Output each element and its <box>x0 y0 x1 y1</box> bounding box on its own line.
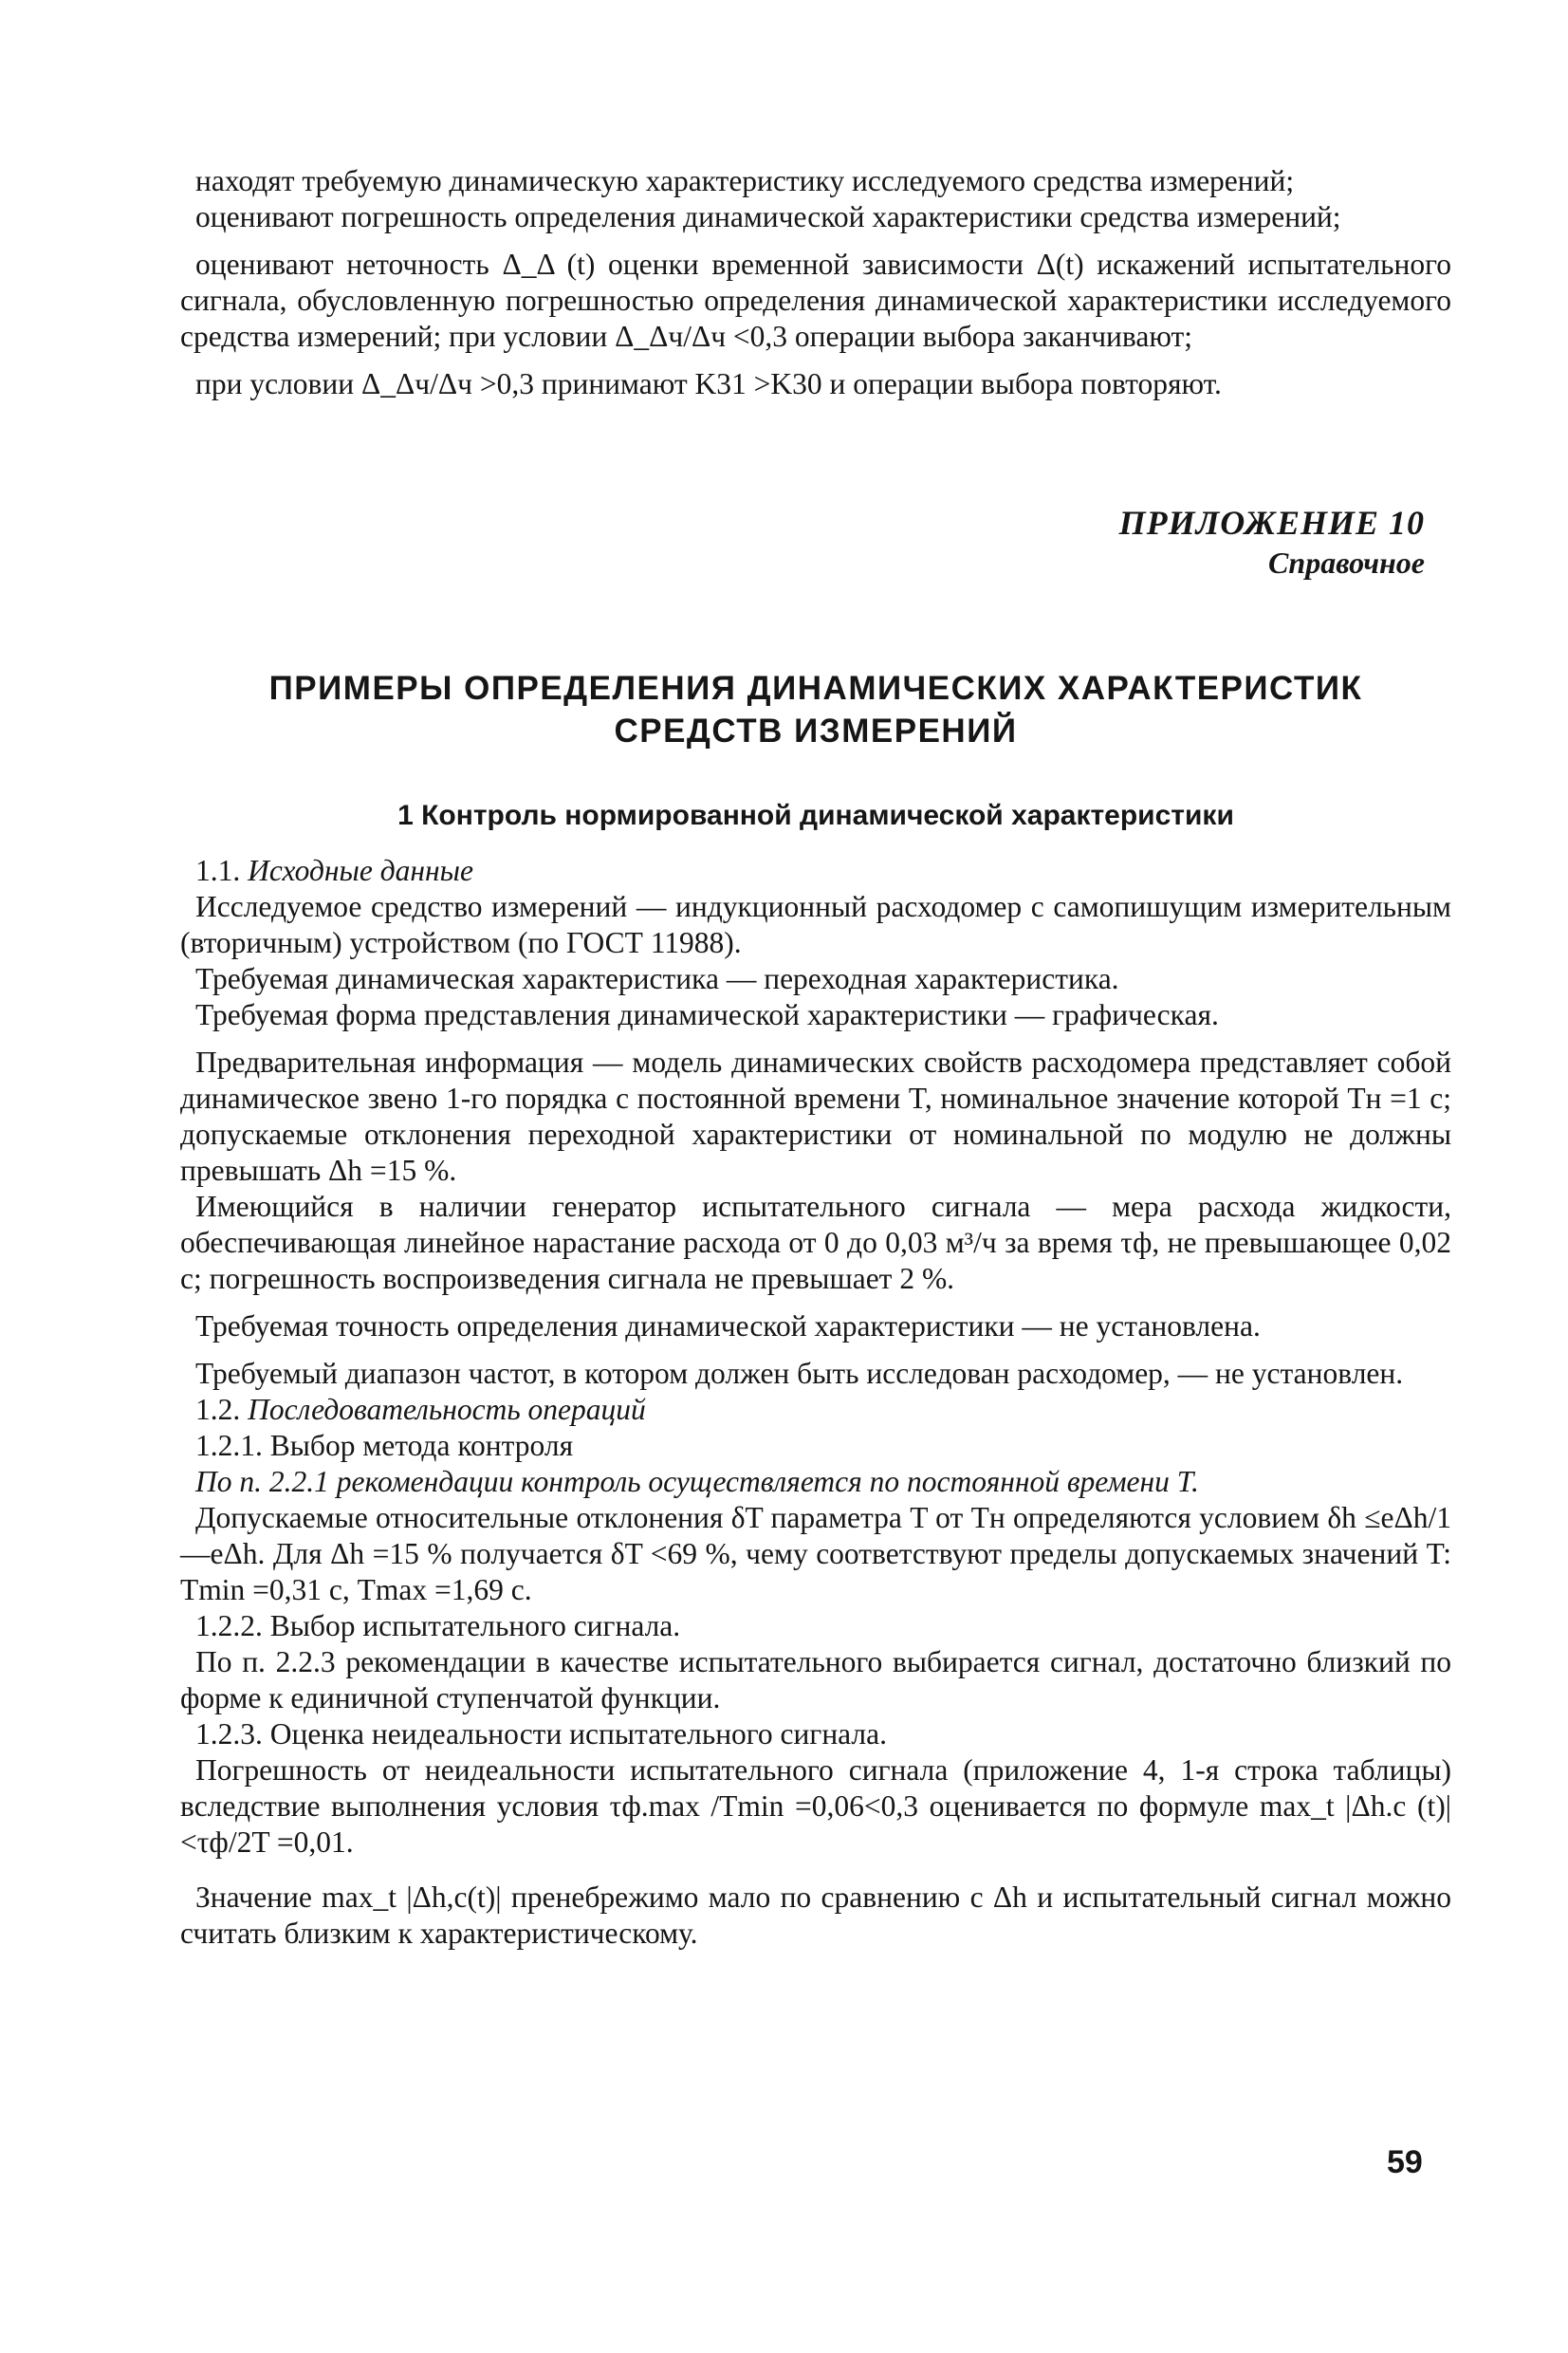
paragraph-flowmeter: Исследуемое средство измерений — индукционный расходомер с самопишущим измерительным (вторичным) устройством (по ГОСТ 11988). <box>180 890 1451 959</box>
paragraph-required-form: Требуемая форма представления динамической характеристики — графическая. <box>195 998 1219 1031</box>
page-title-line-1: ПРИМЕРЫ ОПРЕДЕЛЕНИЯ ДИНАМИЧЕСКИХ ХАРАКТЕРИСТИК <box>268 670 1363 707</box>
paragraph-control-method: По п. 2.2.1 рекомендации контроль осуществляется по постоянной времени T. <box>195 1465 1199 1498</box>
paragraph-test-signal-choice: По п. 2.2.3 рекомендации в качестве испытательного выбирается сигнал, достаточно близкий по форме к единичной ступенчатой функции. <box>180 1645 1451 1714</box>
page-title-line-2: СРЕДСТВ ИЗМЕРЕНИЙ <box>614 713 1018 750</box>
step-1-2-2-heading: 1.2.2. Выбор испытательного сигнала. <box>195 1609 681 1642</box>
appendix-label: ПРИЛОЖЕНИЕ 10 <box>1118 504 1425 542</box>
appendix-note: Справочное <box>1268 546 1425 580</box>
paragraph-required-characteristic: Требуемая динамическая характеристика — переходная характеристика. <box>195 962 1119 995</box>
paragraph-preliminary-info: Предварительная информация — модель динамических свойств расходомера представляет собой динамическое звено 1-го порядка с постоянной времени T, номинальное значение которой Tн =1 с; допускаемые отклонения переходной характеристики от номинальной по модулю не должны превышать Δh =15 %. <box>180 1046 1451 1187</box>
paragraph-signal-generator: Имеющийся в наличии генератор испытательного сигнала — мера расхода жидкости, обеспечивающая линейное нарастание расхода от 0 до 0,03 м³/ч за время τф, не превышающее 0,02 с; погрешность воспроизведения сигнала не превышает 2 %. <box>180 1190 1451 1295</box>
step-1-2-3-heading: 1.2.3. Оценка неидеальности испытательного сигнала. <box>195 1717 888 1751</box>
paragraph-frequency-range: Требуемый диапазон частот, в котором должен быть исследован расходомер, — не установлен. <box>195 1357 1404 1390</box>
paragraph-deviations: Допускаемые относительные отклонения δT параметра T от Tн определяются условием δh ≤eΔh/1—eΔh. Для Δh =15 % получается δT <69 %, чему соответствуют пределы допускаемых значений T: Tmin =0,31 с, Tmax =1,69 с. <box>180 1501 1451 1606</box>
section-title: 1 Контроль нормированной динамической характеристики <box>397 800 1234 831</box>
paragraph-signal-conclusion: Значение max_t |Δh,c(t)| пренебрежимо мало по сравнению с Δh и испытательный сигнал можно считать близким к характеристическому. <box>180 1881 1451 1950</box>
page-title <box>180 667 1451 752</box>
subsection-number: 1.1. <box>195 854 241 887</box>
subsection-title: Исходные данные <box>248 854 473 887</box>
subsection-title: Последовательность операций <box>248 1393 646 1426</box>
paragraph-repeat-condition: при условии Δ_Δч/Δч >0,3 принимают K31 >K30 и операции выбора повторяют. <box>195 367 1222 400</box>
appendix-header <box>180 502 1451 582</box>
paragraph-find-characteristic: находят требуемую динамическую характеристику исследуемого средства измерений; <box>195 164 1295 197</box>
paragraph-non-ideality-error: Погрешность от неидеальности испытательного сигнала (приложение 4, 1-я строка таблицы) вследствие выполнения условия τф.max /Tmin =0,06<0,3 оценивается по формуле max_t |Δh.c (t)| <τф/2T =0,01. <box>180 1753 1451 1859</box>
page-number: 59 <box>1387 2144 1423 2180</box>
paragraph-estimate-inaccuracy: оценивают неточность Δ_Δ (t) оценки временной зависимости Δ(t) искажений испытательного сигнала, обусловленную погрешностью определения динамической характеристики исследуемого средства измерений; при условии Δ_Δч/Δч <0,3 операции выбора заканчивают; <box>180 248 1451 353</box>
subsection-heading-initial-data <box>180 853 1451 889</box>
subsection-number: 1.2. <box>195 1393 241 1426</box>
paragraph-estimate-error: оценивают погрешность определения динамической характеристики средства измерений; <box>195 200 1341 233</box>
subsection-heading-sequence <box>180 1392 1451 1428</box>
paragraph-required-accuracy: Требуемая точность определения динамической характеристики — не установлена. <box>195 1309 1261 1343</box>
step-1-2-1-heading: 1.2.1. Выбор метода контроля <box>195 1429 574 1462</box>
page-content <box>180 163 1451 1952</box>
